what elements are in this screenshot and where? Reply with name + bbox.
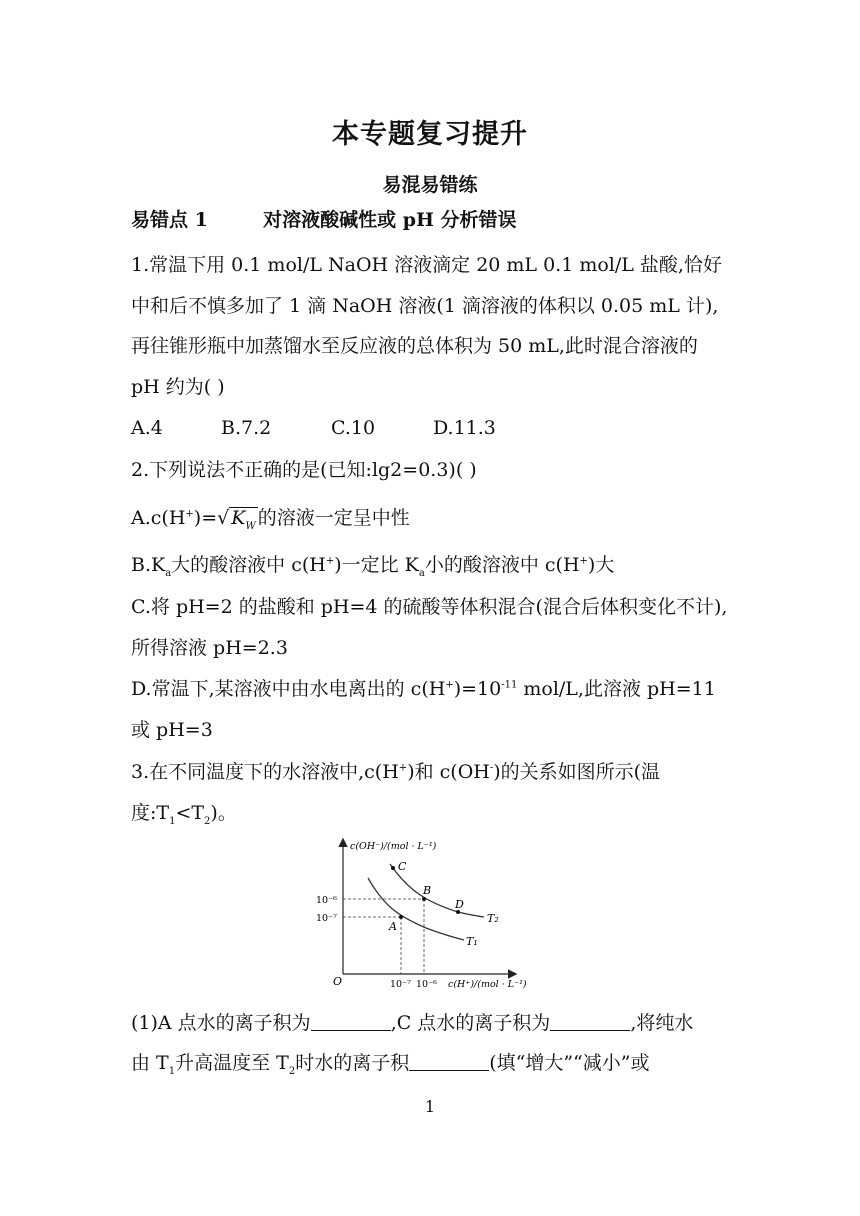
q2-b-text5: )大 — [587, 554, 615, 576]
q3-sub1-line-1 — [131, 1011, 693, 1035]
section-title: 对溶液酸碱性或 pH 分析错误 — [263, 209, 517, 231]
q2-b-text2: 大的酸溶液中 c(H — [171, 554, 326, 576]
q2-d-text3: mol/L,此溶液 pH=11 — [517, 678, 716, 700]
label-t2: T₂ — [487, 912, 499, 925]
q2-b-text1: B.K — [131, 554, 166, 576]
label-d: D — [455, 898, 464, 911]
label-t1: T₁ — [466, 935, 478, 948]
q1-line-2: 中和后不慎多加了 1 滴 NaOH 溶液(1 滴溶液的体积以 0.05 mL 计), — [131, 295, 719, 317]
q3-l1-sup2: - — [489, 762, 494, 774]
q2-option-d-line-1 — [131, 677, 716, 701]
q2-option-c-line-2: 所得溶液 pH=2.3 — [131, 637, 288, 659]
q1-line-1: 1.常温下用 0.1 mol/L NaOH 溶液滴定 20 mL 0.1 mol/L 盐酸,恰好 — [131, 254, 722, 276]
y-axis-label: c(OH⁻)/(mol · L⁻¹) — [350, 841, 437, 852]
y-tick-1e-6: 10⁻⁶ — [316, 895, 337, 906]
q2-a-tail: 的溶液一定呈中性 — [257, 507, 410, 529]
q3-sub1-text3: ,将纯水 — [630, 1012, 694, 1034]
q1-line-4: pH 约为( ) — [131, 376, 225, 398]
point-a — [399, 915, 403, 919]
q2-b-sub2: a — [418, 567, 425, 579]
kw-temperature-figure — [300, 834, 550, 994]
q2-b-text4: 小的酸溶液中 c(H — [424, 554, 580, 576]
q2-b-sup2: + — [579, 555, 588, 567]
q3-line-2 — [131, 801, 237, 825]
q1-option-d: D.11.3 — [433, 417, 496, 439]
q2-d-text2: )=10 — [453, 678, 502, 700]
y-tick-1e-7: 10⁻⁷ — [316, 913, 337, 924]
kw-k: K — [231, 507, 246, 529]
q2-option-b — [131, 553, 614, 577]
q3-sub1-text2: ,C 点水的离子积为 — [390, 1012, 551, 1034]
q2-a-sup: + — [185, 508, 194, 520]
sqrt-symbol: √ — [217, 507, 230, 529]
section-label: 易错点 1 — [131, 209, 208, 231]
q3-sub1-text5: 升高温度至 T — [175, 1052, 289, 1074]
x-tick-1e-6: 10⁻⁶ — [416, 979, 437, 990]
q2-b-sup1: + — [325, 555, 335, 567]
page-number: 1 — [424, 1097, 436, 1116]
q2-option-a — [131, 506, 410, 530]
q3-sub1-text7: (填“增大”“减小”或 — [489, 1052, 650, 1074]
q3-l1-text1: 3.在不同温度下的水溶液中,c(H — [131, 761, 399, 783]
q2-d-sup1: + — [445, 679, 454, 691]
q3-sub1-sub1: 1 — [168, 1065, 176, 1077]
q3-l1-text3: )的关系如图所示(温 — [493, 761, 661, 783]
point-b — [422, 897, 426, 901]
x-axis-label: c(H⁺)/(mol · L⁻¹) — [448, 979, 527, 990]
q2-b-text3: )一定比 K — [334, 554, 419, 576]
q1-option-b: B.7.2 — [221, 417, 272, 439]
q3-l2-text3: )。 — [210, 802, 237, 824]
page-subtitle: 易混易错练 — [382, 174, 478, 196]
q2-d-text1: D.常温下,某溶液中由水电离出的 c(H — [131, 678, 446, 700]
q3-sub1-line-2 — [131, 1051, 649, 1075]
q2-stem: 2.下列说法不正确的是(已知:lg2=0.3)( ) — [131, 459, 477, 481]
q1-line-3: 再往锥形瓶中加蒸馏水至反应液的总体积为 50 mL,此时混合溶液的 — [131, 335, 698, 357]
q3-sub1-text1: (1)A 点水的离子积为 — [131, 1012, 311, 1034]
q2-option-c-line-1: C.将 pH=2 的盐酸和 pH=4 的硫酸等体积混合(混合后体积变化不计), — [131, 596, 728, 618]
q3-l2-sub1: 1 — [169, 815, 176, 827]
q2-option-d-line-2: 或 pH=3 — [131, 719, 213, 741]
page-title: 本专题复习提升 — [332, 119, 528, 150]
origin-label: O — [333, 975, 343, 988]
q3-sub1-text4: 由 T — [131, 1052, 169, 1074]
x-tick-1e-7: 10⁻⁷ — [390, 979, 411, 990]
label-c: C — [398, 860, 407, 873]
q3-l2-sub2: 2 — [204, 815, 211, 827]
answer-blank-1[interactable] — [311, 1012, 391, 1031]
q3-l1-text2: )和 c(OH — [407, 761, 490, 783]
q2-b-sub1: a — [165, 567, 172, 579]
q2-d-sup2: -11 — [501, 679, 518, 691]
q1-option-a: A.4 — [131, 417, 163, 439]
kw-term — [229, 507, 257, 532]
answer-blank-2[interactable] — [550, 1012, 630, 1031]
point-c — [391, 866, 395, 870]
q1-option-c: C.10 — [331, 417, 376, 439]
kw-sub: W — [245, 520, 256, 532]
q2-a-text: A.c(H — [131, 507, 186, 529]
answer-blank-3[interactable] — [409, 1052, 489, 1071]
q3-l2-text2: <T — [175, 802, 205, 824]
section-heading — [131, 208, 517, 232]
label-b: B — [423, 884, 432, 897]
label-a: A — [389, 920, 397, 933]
q3-l2-text1: 度:T — [131, 802, 170, 824]
q3-sub1-text6: 时水的离子积 — [295, 1052, 410, 1074]
q3-sub1-sub2: 2 — [288, 1065, 296, 1077]
q3-line-1 — [131, 760, 660, 784]
q3-l1-sup1: + — [398, 762, 408, 774]
q2-a-eq: )= — [193, 507, 218, 529]
